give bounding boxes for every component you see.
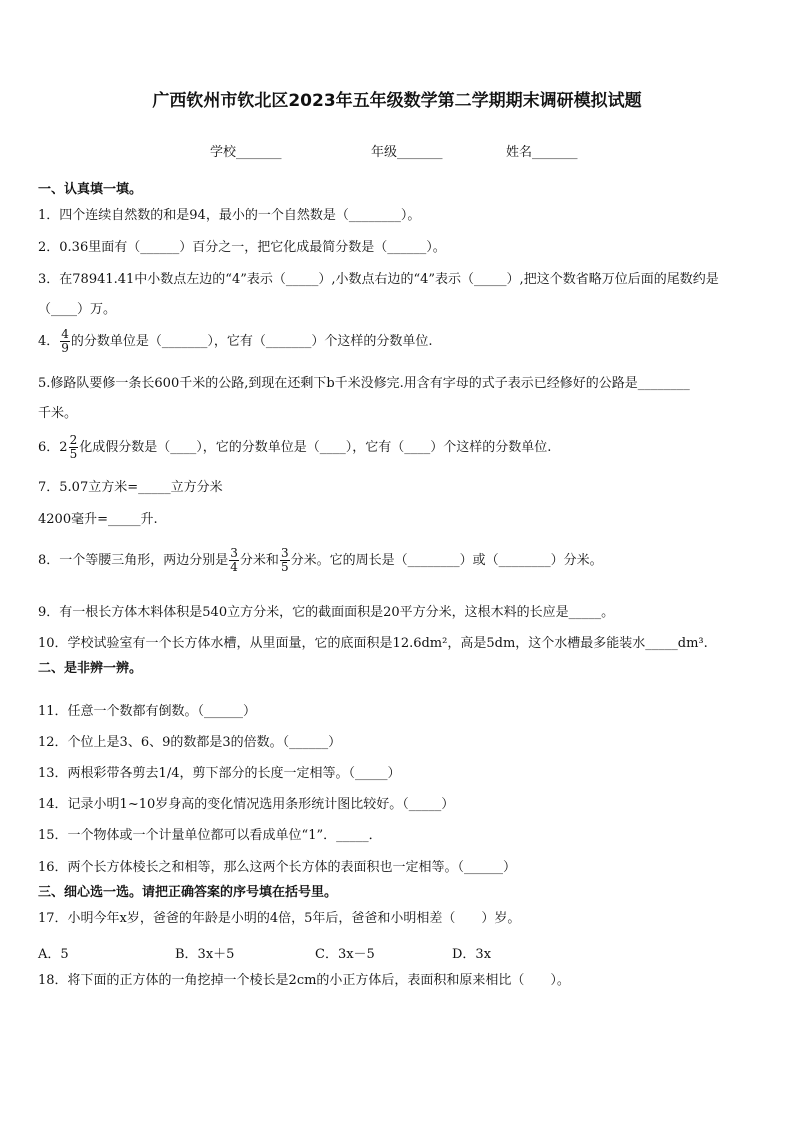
question-4-prefix: 4． xyxy=(38,334,60,349)
section-heading-3: 三、细心选一选。请把正确答案的序号填在括号里。 xyxy=(38,885,338,900)
question-1: 1．四个连续自然数的和是94，最小的一个自然数是（________）。 xyxy=(38,208,421,223)
question-5-line-1: 5.修路队要修一条长600千米的公路,到现在还剩下b千米没修完.用含有字母的式子表示已经修好的公路是________ xyxy=(38,376,690,391)
question-9: 9．有一根长方体木料体积是540立方分米，它的截面面积是20平方分米，这根木料的长应是_____。 xyxy=(38,605,615,620)
question-6 xyxy=(38,434,551,461)
fraction-3-4: $\frac{3}{4}$ xyxy=(230,546,238,574)
mixed-number-whole: 2 xyxy=(59,440,68,455)
question-7-line-2: 4200毫升=_____升. xyxy=(38,512,158,527)
question-8-text: 分米。它的周长是（________）或（________）分米。 xyxy=(290,553,603,568)
school-field: 学校_______ xyxy=(210,145,282,160)
question-4 xyxy=(38,328,433,355)
question-8 xyxy=(38,547,603,574)
question-13: 13．两根彩带各剪去1/4，剪下部分的长度一定相等。（_____） xyxy=(38,766,401,781)
question-17-option-d: D．3x xyxy=(452,947,492,962)
question-17: 17．小明今年x岁，爸爸的年龄是小明的4倍，5年后，爸爸和小明相差（ ）岁。 xyxy=(38,911,521,926)
section-heading-2: 二、是非辨一辨。 xyxy=(38,661,143,676)
question-7-line-1: 7．5.07立方米=_____立方分米 xyxy=(38,480,223,495)
question-14: 14．记录小明1~10岁身高的变化情况选用条形统计图比较好。（_____） xyxy=(38,797,455,812)
question-17-option-c: C．3x－5 xyxy=(315,947,375,962)
question-2: 2．0.36里面有（______）百分之一，把它化成最简分数是（______）。 xyxy=(38,240,446,255)
fraction-4-9: $\frac{4}{9}$ xyxy=(61,327,69,355)
question-3-line-2: （____）万。 xyxy=(38,302,117,317)
fraction-3-5: $\frac{3}{5}$ xyxy=(280,546,289,574)
name-field: 姓名_______ xyxy=(506,145,578,160)
question-3-line-1: 3．在78941.41中小数点左边的“4”表示（_____）,小数点右边的“4”表示（_____）,把这个数省略万位后面的尾数约是 xyxy=(38,272,719,287)
question-6-prefix: 6． xyxy=(38,440,60,455)
question-6-text: 化成假分数是（____），它的分数单位是（____），它有（____）个这样的分数单位. xyxy=(79,440,552,455)
question-15: 15．一个物体或一个计量单位都可以看成单位“1”．_____． xyxy=(38,828,382,843)
page-title: 广西钦州市钦北区2023年五年级数学第二学期期末调研模拟试题 xyxy=(152,91,642,111)
question-10: 10．学校试验室有一个长方体水槽，从里面量，它的底面积是12.6dm²，高是5dm，这个水槽最多能装水_____dm³. xyxy=(38,636,708,651)
question-12: 12．个位上是3、6、9的数都是3的倍数。（______） xyxy=(38,735,342,750)
question-16: 16．两个长方体棱长之和相等，那么这两个长方体的表面积也一定相等。（______） xyxy=(38,860,517,875)
fraction-2-5: $\frac{2}{5}$ xyxy=(69,433,78,461)
section-heading-1: 一、认真填一填。 xyxy=(38,182,143,197)
question-5-line-2: 千米。 xyxy=(38,406,78,421)
grade-field: 年级_______ xyxy=(371,145,443,160)
question-4-text: 的分数单位是（_______），它有（_______）个这样的分数单位. xyxy=(70,334,433,349)
question-8-mid: 分米和 xyxy=(239,553,279,568)
question-17-option-a: A．5 xyxy=(38,947,69,962)
question-17-option-b: B．3x＋5 xyxy=(175,947,235,962)
question-11: 11．任意一个数都有倒数。（______） xyxy=(38,704,257,719)
question-8-prefix: 8．一个等腰三角形，两边分别是 xyxy=(38,553,229,568)
question-18: 18．将下面的正方体的一角挖掉一个棱长是2cm的小正方体后，表面积和原来相比（ ）。 xyxy=(38,973,570,988)
